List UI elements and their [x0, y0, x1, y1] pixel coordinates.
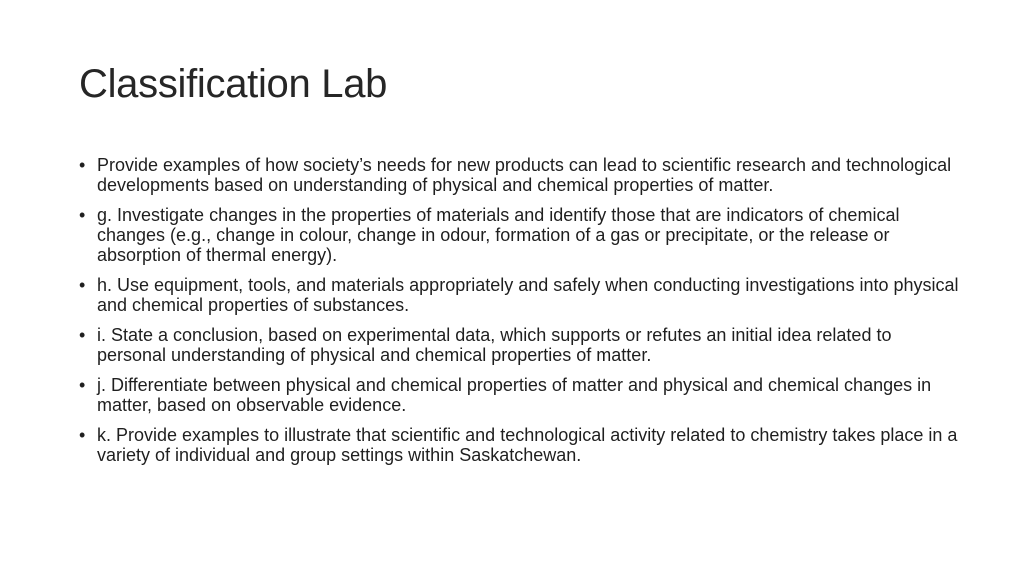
bullet-item	[79, 425, 959, 465]
bullet-item	[79, 325, 959, 365]
bullet-text: i. State a conclusion, based on experimental data, which supports or refutes an initial idea related to personal understanding of physical and chemical properties of matter.	[97, 325, 892, 365]
bullet-item	[79, 155, 959, 195]
bullet-item	[79, 375, 959, 415]
bullet-text: k. Provide examples to illustrate that scientific and technological activity related to chemistry takes place in a variety of individual and group settings within Saskatchewan.	[97, 425, 958, 465]
bullet-item	[79, 275, 959, 315]
bullet-text: j. Differentiate between physical and chemical properties of matter and physical and chemical changes in matter, based on observable evidence.	[97, 375, 932, 415]
bullet-icon: •	[79, 375, 86, 395]
slide-title: Classification Lab	[79, 62, 388, 106]
bullet-icon: •	[79, 325, 86, 345]
bullet-text: Provide examples of how society’s needs for new products can lead to scientific research and technological developments based on understanding of physical and chemical properties of matter.	[97, 155, 952, 195]
bullet-text: g. Investigate changes in the properties of materials and identify those that are indicators of chemical changes (e.g., change in colour, change in odour, formation of a gas or precipitate, or the release or absorption of thermal energy).	[97, 205, 900, 265]
bullet-icon: •	[79, 425, 86, 445]
bullet-text: h. Use equipment, tools, and materials appropriately and safely when conducting investigations into physical and chemical properties of substances.	[97, 275, 959, 315]
bullet-list	[79, 155, 959, 475]
bullet-icon: •	[79, 205, 86, 225]
bullet-icon: •	[79, 155, 86, 175]
bullet-icon: •	[79, 275, 86, 295]
bullet-item	[79, 205, 959, 265]
